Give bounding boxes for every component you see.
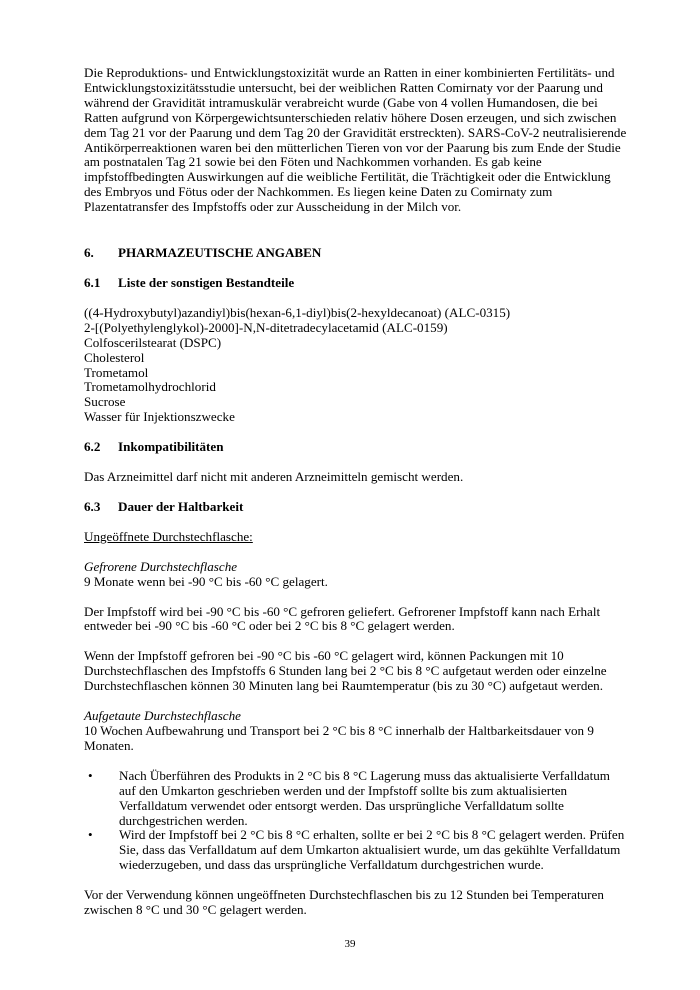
excipient-item: Cholesterol [84,349,145,365]
bullet-item [84,769,629,829]
bullet-icon: • [88,827,93,843]
page-number: 39 [344,938,356,950]
excipient-item: Wasser für Injektionszwecke [84,409,235,425]
excipient-item: Sucrose [84,394,126,410]
page-content [84,66,629,918]
thawed-vial-heading: Aufgetaute Durchstechflasche [84,708,241,724]
section-6-1-title: Liste der sonstigen Bestandteile [118,274,295,290]
section-6-2-heading [84,440,629,455]
section-6-1-number: 6.1 [84,274,101,290]
frozen-vial-text: 9 Monate wenn bei -90 °C bis -60 °C gelagert. [84,573,328,589]
section-6-2-title: Inkompatibilitäten [118,439,224,455]
section-6-1-heading [84,276,629,291]
incompatibility-text: Das Arzneimittel darf nicht mit anderen Arzneimitteln gemischt werden. [84,469,464,485]
storage-bullet-list [84,769,629,873]
excipient-item: Trometamol [84,364,149,380]
excipient-item: Trometamolhydrochlorid [84,379,216,395]
section-6-3-heading [84,500,629,515]
frozen-vial-block [84,560,629,590]
excipient-item: ((4-Hydroxybutyl)azandiyl)bis(hexan-6,1-diyl)bis(2-hexyldecanoat) (ALC-0315) [84,304,511,320]
section-6-3-number: 6.3 [84,498,101,514]
section-6-3-title: Dauer der Haltbarkeit [118,498,244,514]
thawed-vial-block [84,709,629,754]
section-6-2-number: 6.2 [84,439,101,455]
section-6-heading [84,246,629,261]
delivery-paragraph: Der Impfstoff wird bei -90 °C bis -60 °C gefroren geliefert. Gefrorener Impfstoff kann nach Erhalt entweder bei -90 °C bis -60 °C oder bei 2 °C bis 8 °C gelagert werden. [84,603,601,634]
excipient-item: Colfoscerilstearat (DSPC) [84,334,222,350]
bullet-icon: • [88,767,93,783]
excipient-item: 2-[(Polyethylenglykol)-2000]-N,N-ditetradecylacetamid (ALC-0159) [84,319,448,335]
thawed-vial-text: 10 Wochen Aufbewahrung und Transport bei 2 °C bis 8 °C innerhalb der Haltbarkeitsdauer von 9 Monaten. [84,723,594,753]
section-6-title: PHARMAZEUTISCHE ANGABEN [118,245,322,261]
bullet-text: Wird der Impfstoff bei 2 °C bis 8 °C erhalten, sollte er bei 2 °C bis 8 °C gelagert werden. Prüfen Sie, dass das Verfalldatum auf dem Umkarton aktualisiert wurde, um das gekühlte Verfalldatum wiederzugeben, und dass das ursprüngliche Verfalldatum durchgestrichen wurde. [119,827,625,873]
thaw-paragraph: Wenn der Impfstoff gefroren bei -90 °C bis -60 °C gelagert wird, können Packungen mit 10 Durchstechflaschen des Impfstoffs 6 Stunden lang bei 2 °C bis 8 °C aufgetaut werden oder einzelne Durchstechflaschen können 30 Minuten lang bei Raumtemperatur (bis zu 30 °C) aufgetaut werden. [84,648,607,694]
bullet-text: Nach Überführen des Produkts in 2 °C bis 8 °C Lagerung muss das aktualisierte Verfalldatum auf den Umkarton geschrieben werden und der Impfstoff sollte bis zum aktualisierten Verfalldatum verwendet oder entsorgt werden. Das ursprüngliche Verfalldatum sollte durchgestrichen werden. [119,767,610,828]
intro-paragraph: Die Reproduktions- und Entwicklungstoxizität wurde an Ratten in einer kombinierten Fertilitäts- und Entwicklungstoxizitätsstudie untersucht, bei der weiblichen Ratten Comirnaty vor der Paarung und während der Gravidität intramuskulär verabreicht wurde (Gabe von 4 vollen Humandosen, die bei Ratten aufgrund von Körpergewichtsunterschieden relativ höhere Dosen erzeugen, und sich zwischen dem Tag 21 vor der Paarung und dem Tag 20 der Gravidität erstreckten). SARS-CoV-2 neutralisierende Antikörperreaktionen waren bei den mütterlichen Tieren von vor der Paarung bis zum Ende der Studie am postnatalen Tag 21 sowie bei den Föten und Nachkommen vorhanden. Es gab keine impfstoffbedingten Auswirkungen auf die weibliche Fertilität, die Trächtigkeit oder die Entwicklung des Embryos und Fötus oder der Nachkommen. Es liegen keine Daten zu Comirnaty zum Plazentatransfer des Impfstoffs oder zur Ausscheidung in der Milch vor. [84,65,627,215]
section-6-number: 6. [84,245,94,261]
frozen-vial-heading: Gefrorene Durchstechflasche [84,558,238,574]
bullet-item [84,828,629,873]
excipient-list [84,306,629,425]
closing-paragraph: Vor der Verwendung können ungeöffneten Durchstechflaschen bis zu 12 Stunden bei Temperaturen zwischen 8 °C und 30 °C gelagert werden. [84,887,604,918]
unopened-vial-subheading: Ungeöffnete Durchstechflasche: [84,528,253,544]
